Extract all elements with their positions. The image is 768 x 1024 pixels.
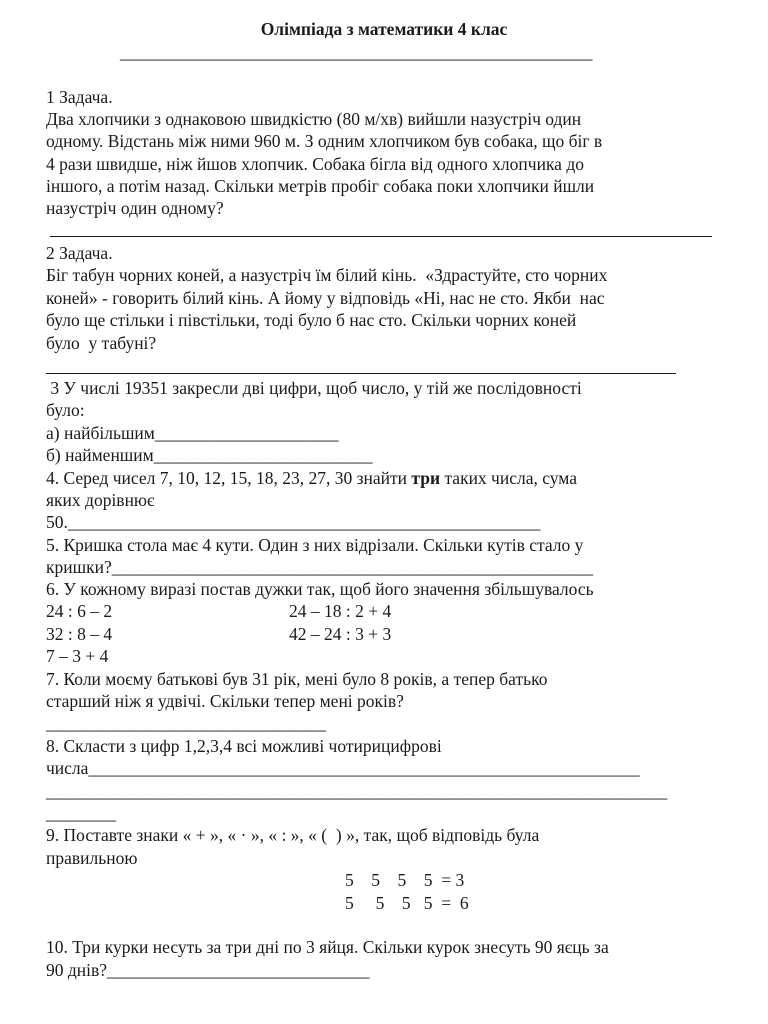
task9-equation: 5 5 5 5 = 3 (345, 870, 465, 890)
task4-line: яких дорівнює (46, 490, 155, 510)
task10-line: 10. Три курки несуть за три дні по 3 яйця. Скільки курок знесуть 90 яєць за (46, 937, 609, 957)
task9-line: 9. Поставте знаки « + », « · », « : », « ( ) », так, щоб відповідь була (46, 825, 540, 845)
task1-line: іншого, а потім назад. Скільки метрів пробіг собака поки хлопчики йшли (46, 176, 595, 196)
task9-line: правильною (46, 848, 138, 868)
answer-line (50, 236, 712, 237)
task1-line: Два хлопчики з однаковою швидкістю (80 м/хв) вийшли назустріч один (46, 109, 582, 129)
task3-answer-a: а) найбільшим_____________________ (46, 423, 339, 443)
answer-line (46, 373, 676, 374)
task2-line: було у табуні? (46, 333, 157, 353)
task7-line: старший ніж я удвічі. Скільки тепер мені років? (46, 691, 404, 711)
task7-answer: ________________________________ (46, 713, 326, 733)
task9-equation: 5 5 5 5 = 6 (345, 893, 469, 913)
task8-line: 8. Скласти з цифр 1,2,3,4 всі можливі чотирицифрові (46, 736, 442, 756)
task1-line: назустріч один одному? (46, 198, 224, 218)
task4-text: таких числа, сума (440, 468, 578, 488)
task5-answer: кришки?_______________________________________________________ (46, 557, 593, 577)
task2-line: було ще стільки і півстільки, тоді було б нас сто. Скільки чорних коней (46, 310, 577, 330)
task1-line: одному. Відстань між ними 960 м. З одним хлопчиком був собака, що біг в (46, 131, 603, 151)
task5-line: 5. Кришка стола має 4 кути. Один з них відрізали. Скільки кутів стало у (46, 535, 584, 555)
task4-line (46, 467, 577, 489)
task6-expression: 42 – 24 : 3 + 3 (289, 624, 392, 644)
task3-answer-b: б) найменшим_________________________ (46, 445, 373, 465)
task10-answer: 90 днів?______________________________ (46, 960, 370, 980)
task6-line: 6. У кожному виразі постав дужки так, щоб його значення збільшувалось (46, 579, 594, 599)
task1-heading: 1 Задача. (46, 87, 113, 107)
task2-heading: 2 Задача. (46, 243, 113, 263)
task1-line: 4 рази швидше, ніж йшов хлопчик. Собака бігла від одного хлопчика до (46, 154, 584, 174)
task8-answer: ________ (46, 803, 116, 823)
task2-line: коней» - говорить білий кінь. А йому у відповідь «Ні, нас не сто. Якби нас (46, 288, 605, 308)
task3-line: 3 У числі 19351 закресли дві цифри, щоб число, у тій же послідовності (46, 378, 582, 398)
title-underline: ______________________________________________________ (120, 42, 593, 62)
task2-line: Біг табун чорних коней, а назустріч їм білий кінь. «Здрастуйте, сто чорних (46, 265, 608, 285)
task7-line: 7. Коли моєму батькові був 31 рік, мені було 8 років, а тепер батько (46, 669, 548, 689)
task6-expression: 24 – 18 : 2 + 4 (289, 601, 392, 621)
task4-answer: 50.______________________________________________________ (46, 512, 541, 532)
task6-expression: 24 : 6 – 2 (46, 601, 113, 621)
task4-text: 4. Серед чисел 7, 10, 12, 15, 18, 23, 27, 30 знайти (46, 468, 412, 488)
page-title: Олімпіада з математики 4 клас (260, 19, 508, 39)
task8-answer: числа_______________________________________________________________ (46, 758, 640, 778)
task4-bold-word: три (411, 468, 441, 488)
task6-expression: 7 – 3 + 4 (46, 646, 109, 666)
task3-line: було: (46, 400, 85, 420)
task6-expression: 32 : 8 – 4 (46, 624, 113, 644)
task8-answer: _______________________________________________________________________ (46, 781, 668, 801)
